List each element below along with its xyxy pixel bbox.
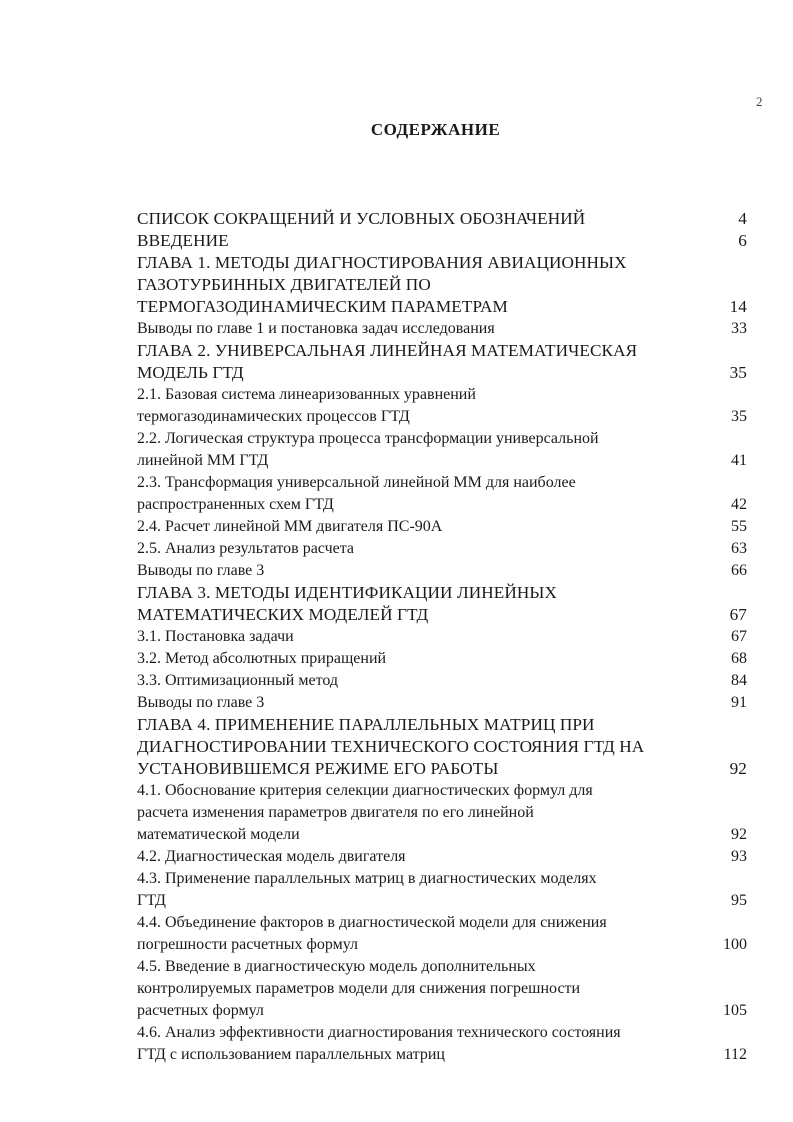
toc-entry-title: 4.3. Применение параллельных матриц в диагностических моделях ГТД <box>137 870 597 909</box>
toc-entry <box>137 230 757 252</box>
toc-entry-page: 14 <box>729 297 747 316</box>
toc-entry-title: 2.2. Логическая структура процесса трансформации универсальной линейной ММ ГТД <box>137 430 599 469</box>
toc-entry <box>137 1022 757 1066</box>
toc-entry-title: 2.5. Анализ результатов расчета <box>137 540 355 557</box>
toc-entry <box>137 714 757 780</box>
toc-entry <box>137 516 757 538</box>
page-number: 2 <box>756 94 763 109</box>
toc-entry-page: 66 <box>731 562 747 579</box>
toc-entry-title: СПИСОК СОКРАЩЕНИЙ И УСЛОВНЫХ ОБОЗНАЧЕНИЙ <box>137 209 586 228</box>
toc-entry-title: ГЛАВА 2. УНИВЕРСАЛЬНАЯ ЛИНЕЙНАЯ МАТЕМАТИЧЕСКАЯ МОДЕЛЬ ГТД <box>137 341 638 382</box>
toc-entry <box>137 912 757 956</box>
toc-entry-title: 3.1. Постановка задачи <box>137 628 294 645</box>
toc-entry-title: 4.6. Анализ эффективности диагностирования технического состояния ГТД с использованием параллельных матриц <box>137 1024 621 1063</box>
toc-entry <box>137 538 757 560</box>
toc-entry-page: 112 <box>723 1046 747 1063</box>
toc-entry-page: 93 <box>731 848 747 865</box>
toc-entry <box>137 340 757 384</box>
toc-entry <box>137 208 757 230</box>
toc-entry-title: 4.5. Введение в диагностическую модель дополнительных контролируемых параметров модели для снижения погрешности расчетных формул <box>137 958 581 1019</box>
toc-entry <box>137 670 757 692</box>
toc-entry-page: 35 <box>729 363 747 382</box>
toc-entry-page: 33 <box>731 320 747 337</box>
page-title: СОДЕРЖАНИЕ <box>370 120 501 139</box>
toc-entry-title: 2.4. Расчет линейной ММ двигателя ПС-90А <box>137 518 443 535</box>
toc-entry-title: 4.4. Объединение факторов в диагностической модели для снижения погрешности расчетных формул <box>137 914 607 953</box>
toc-entry <box>137 648 757 670</box>
toc-entry <box>137 692 757 714</box>
toc-entry-page: 92 <box>729 759 747 778</box>
toc-entry-page: 100 <box>723 936 747 953</box>
toc-entry-page: 6 <box>738 231 747 250</box>
toc-entry <box>137 956 757 1022</box>
toc-entry-page: 41 <box>731 452 747 469</box>
toc-entry-title: Выводы по главе 1 и постановка задач исследования <box>137 320 495 337</box>
toc-entry-page: 55 <box>731 518 747 535</box>
toc-entry-page: 105 <box>723 1002 747 1019</box>
toc-entry-title: Выводы по главе 3 <box>137 694 265 711</box>
toc-entry-title: ГЛАВА 3. МЕТОДЫ ИДЕНТИФИКАЦИИ ЛИНЕЙНЫХ МАТЕМАТИЧЕСКИХ МОДЕЛЕЙ ГТД <box>137 583 557 624</box>
toc-entry-title: ГЛАВА 4. ПРИМЕНЕНИЕ ПАРАЛЛЕЛЬНЫХ МАТРИЦ ПРИ ДИАГНОСТИРОВАНИИ ТЕХНИЧЕСКОГО СОСТОЯНИЯ ГТД НА УСТАНОВИВШЕМСЯ РЕЖИМЕ ЕГО РАБОТЫ <box>137 715 645 778</box>
toc-entry <box>137 868 757 912</box>
toc-entry-page: 67 <box>729 605 747 624</box>
toc-entry <box>137 846 757 868</box>
toc-entry-title: 4.2. Диагностическая модель двигателя <box>137 848 406 865</box>
toc-entry-page: 84 <box>731 672 747 689</box>
toc-entry-title: Выводы по главе 3 <box>137 562 265 579</box>
toc-entry-page: 95 <box>731 892 747 909</box>
toc-entry-page: 35 <box>731 408 747 425</box>
toc-entry-page: 91 <box>731 694 747 711</box>
toc-entry <box>137 384 757 428</box>
toc-entry-page: 67 <box>731 628 747 645</box>
toc-entry-page: 42 <box>731 496 747 513</box>
toc-entry-title: ВВЕДЕНИЕ <box>137 231 229 250</box>
toc-entry <box>137 582 757 626</box>
toc-entry <box>137 560 757 582</box>
toc-entry-page: 4 <box>738 209 747 228</box>
toc-entry-title: 3.3. Оптимизационный метод <box>137 672 339 689</box>
toc-entry <box>137 252 757 318</box>
toc-entry-page: 63 <box>731 540 747 557</box>
toc-entry <box>137 626 757 648</box>
toc-entry <box>137 472 757 516</box>
toc-entry-title: 4.1. Обоснование критерия селекции диагностических формул для расчета изменения параметров двигателя по его линейной математической модели <box>137 782 593 843</box>
toc-entry <box>137 318 757 340</box>
toc-entry <box>137 428 757 472</box>
toc-entry <box>137 780 757 846</box>
toc-entry-title: 2.1. Базовая система линеаризованных уравнений термогазодинамических процессов ГТД <box>137 386 476 425</box>
toc-entry-title: 2.3. Трансформация универсальной линейной ММ для наиболее распространенных схем ГТД <box>137 474 576 513</box>
toc-entry-title: ГЛАВА 1. МЕТОДЫ ДИАГНОСТИРОВАНИЯ АВИАЦИОННЫХ ГАЗОТУРБИННЫХ ДВИГАТЕЛЕЙ ПО ТЕРМОГАЗОДИНАМИЧЕСКИМ ПАРАМЕТРАМ <box>137 253 627 316</box>
toc-entry-page: 92 <box>731 826 747 843</box>
toc-entry-title: 3.2. Метод абсолютных приращений <box>137 650 387 667</box>
table-of-contents <box>137 208 757 1066</box>
toc-entry-page: 68 <box>731 650 747 667</box>
